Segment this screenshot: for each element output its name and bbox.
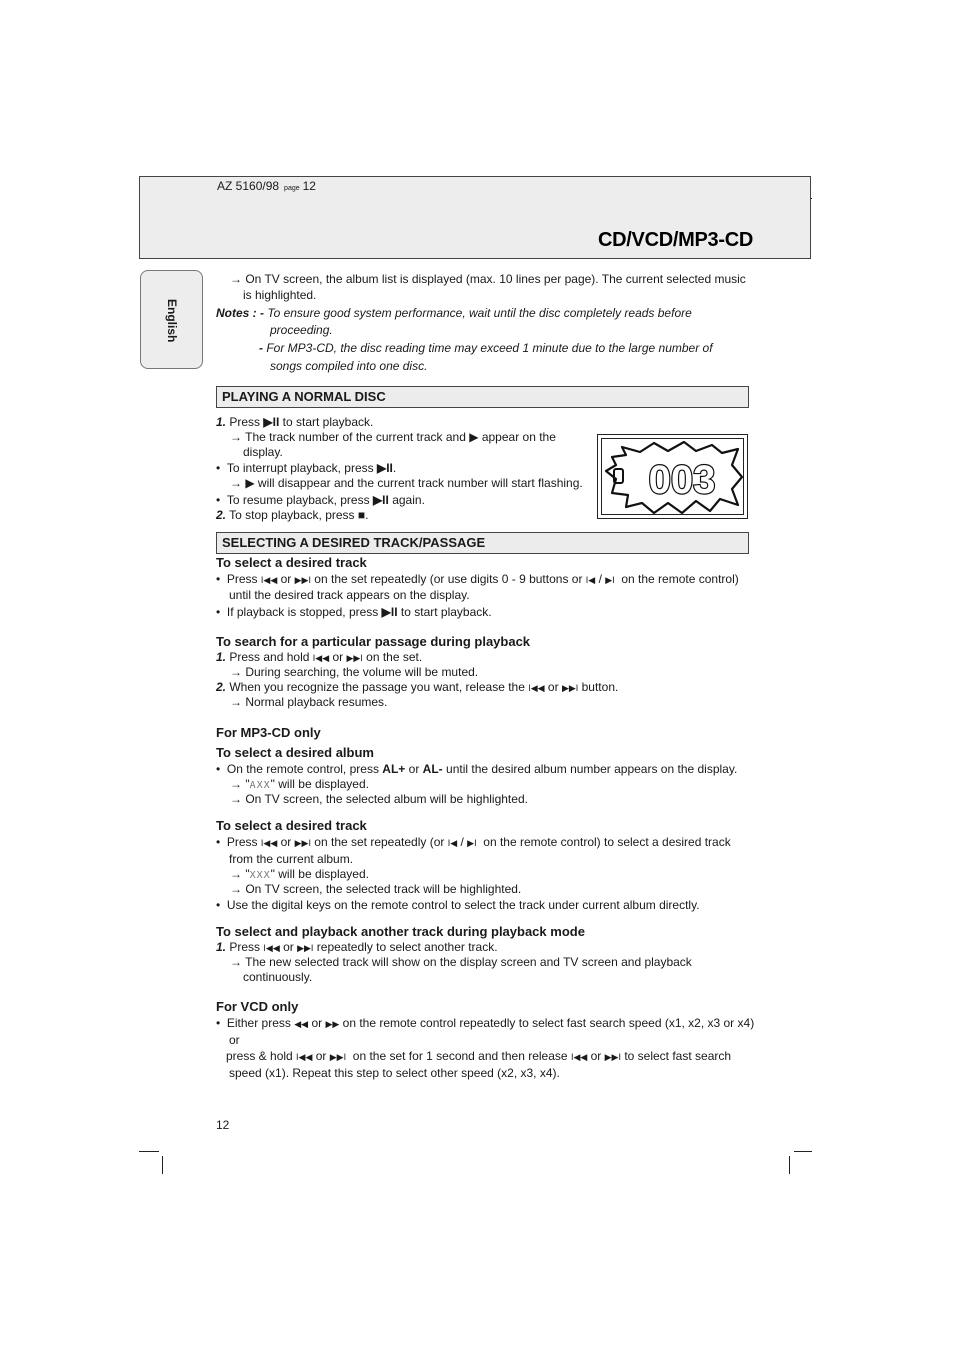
text: On TV screen, the selected album will be highlighted. — [245, 792, 528, 806]
bullet: • — [216, 835, 221, 849]
step-number: 1. — [216, 415, 227, 429]
vcd-bullet — [216, 1016, 754, 1032]
text: on the remote control repeatedly to select fast search speed (x1, x2, x3 or x4) — [342, 1016, 755, 1030]
text: " will be displayed. — [270, 867, 369, 881]
text: " — [245, 777, 250, 791]
text: on the set for 1 second and then release — [352, 1049, 568, 1063]
crop-mark-bl-h — [139, 1151, 159, 1152]
text: to select fast search — [624, 1049, 732, 1063]
step-number: 1. — [216, 650, 227, 664]
section-heading: PLAYING A NORMAL DISC — [222, 389, 386, 404]
prev-icon: I◀◀ — [296, 1052, 313, 1062]
text: on the remote control) — [621, 572, 739, 586]
arrow-icon: → — [230, 955, 242, 969]
bullet: • — [216, 572, 221, 586]
arrow-icon: → — [230, 867, 242, 881]
crop-mark-bl-v — [162, 1156, 163, 1174]
subheading-select-album: To select a desired album — [216, 745, 374, 760]
search-step-2 — [216, 680, 618, 696]
al-plus-key: AL+ — [382, 762, 406, 776]
arrow-icon: → — [230, 695, 242, 709]
note-2a: For MP3-CD, the disc reading time may exceed 1 minute due to the large number of — [266, 341, 713, 355]
intro-text-1: On TV screen, the album list is displayed (max. 10 lines per page). The current selected music — [245, 272, 746, 286]
text: Press — [229, 415, 261, 429]
text: until the desired album number appears on the display. — [446, 762, 738, 776]
next-icon: ▶▶I — [297, 943, 314, 953]
next-icon: ▶▶I — [561, 683, 579, 693]
select-album-result-1 — [230, 777, 369, 793]
text: Use the digital keys on the remote control to select the track under current album directly. — [226, 898, 700, 912]
prev-icon: I◀◀ — [528, 683, 545, 693]
skip-prev-icon: I◀ — [585, 575, 596, 585]
arrow-icon: → — [230, 882, 242, 896]
play-icon: ▶ — [469, 430, 479, 444]
text: To stop playback, press — [229, 508, 355, 522]
play-pause-icon: ▶II — [381, 605, 398, 619]
text: on the remote control) to select a desired track — [483, 835, 731, 849]
text: " — [245, 867, 250, 881]
notes-line-2 — [259, 341, 713, 356]
crop-mark-br-h — [794, 1151, 812, 1152]
text: on the set repeatedly (or — [314, 835, 445, 849]
segment-display-text: XXX — [249, 870, 271, 881]
search-step-1-result — [230, 665, 478, 680]
document-reference — [217, 179, 316, 193]
text: Press and hold — [229, 650, 310, 664]
stop-icon: ■ — [357, 508, 366, 522]
text: or — [590, 1049, 602, 1063]
subheading-playback-another: To select and playback another track during playback mode — [216, 924, 585, 939]
step-1-result — [230, 430, 556, 445]
language-label: English — [165, 299, 179, 343]
select-album-bullet — [216, 762, 737, 777]
select-track-bullet-1 — [216, 572, 739, 588]
section-title: CD/VCD/MP3-CD — [598, 229, 753, 251]
text: The track number of the current track and — [245, 430, 466, 444]
prev-icon: I◀◀ — [260, 575, 278, 585]
text: on the set repeatedly (or use digits 0 - 9 buttons or — [314, 572, 583, 586]
play-pause-icon: ▶II — [376, 461, 393, 475]
text: Normal playback resumes. — [245, 695, 388, 709]
text: or — [408, 762, 420, 776]
section-bar-playing — [216, 386, 749, 408]
step-number: 1. — [216, 940, 227, 954]
play-pause-icon: ▶II — [263, 415, 280, 429]
bullet: • — [216, 898, 221, 912]
vcd-hold-line — [226, 1049, 731, 1065]
text: again. — [392, 493, 425, 507]
rewind-icon: ◀◀ — [294, 1019, 309, 1029]
bullet-resume — [216, 493, 425, 508]
intro-line-2: is highlighted. — [243, 288, 317, 302]
bullet: • — [216, 1016, 221, 1030]
page-label: page — [284, 185, 300, 192]
bullet: • — [216, 762, 221, 776]
step-1-result-cont: display. — [243, 445, 283, 459]
skip-next-icon: ▶I — [467, 838, 477, 848]
mp3-track-result-1 — [230, 867, 369, 883]
text: During searching, the volume will be muted. — [245, 665, 479, 679]
bullet: • — [216, 605, 221, 619]
slash: / — [460, 835, 464, 849]
another-step-1 — [216, 940, 498, 956]
skip-prev-icon: I◀ — [447, 838, 458, 848]
text: repeatedly to select another track. — [316, 940, 498, 954]
next-icon: ▶▶I — [329, 1052, 347, 1062]
model-ref: AZ 5160/98 — [217, 179, 280, 193]
notes-line-1 — [216, 306, 692, 321]
text: or — [315, 1049, 327, 1063]
crop-mark-br-v — [789, 1156, 790, 1174]
search-step-1 — [216, 650, 422, 666]
arrow-icon: → — [230, 476, 242, 490]
notes-label: Notes : - — [216, 306, 264, 320]
text: or — [283, 940, 294, 954]
subheading-mp3-only: For MP3-CD only — [216, 725, 321, 740]
prev-icon: I◀◀ — [570, 1052, 588, 1062]
skip-next-icon: ▶I — [605, 575, 615, 585]
text: or — [280, 835, 292, 849]
text: or — [280, 572, 292, 586]
note-1b: proceeding. — [270, 323, 333, 337]
next-icon: ▶▶I — [294, 575, 311, 585]
text: to start playback. — [400, 605, 492, 619]
slash: / — [598, 572, 602, 586]
intro-line-1 — [230, 272, 746, 287]
text: On the remote control, press — [226, 762, 379, 776]
lcd-digits: 003 — [648, 458, 716, 502]
arrow-icon: → — [230, 777, 242, 791]
text: or — [547, 680, 559, 694]
note-1a: To ensure good system performance, wait until the disc completely reads before — [267, 306, 692, 320]
subheading-select-track-mp3: To select a desired track — [216, 818, 367, 833]
select-album-result-2 — [230, 792, 528, 807]
bullet: • — [216, 493, 221, 507]
subheading-search-passage: To search for a particular passage during playback — [216, 634, 531, 649]
text: or — [311, 1016, 323, 1030]
step-number: 2. — [216, 680, 227, 694]
arrow-icon: → — [230, 665, 242, 679]
note-2b: songs compiled into one disc. — [270, 359, 428, 373]
search-step-2-result — [230, 695, 387, 710]
text: press & hold — [226, 1049, 293, 1063]
text: to start playback. — [282, 415, 374, 429]
bullet-interrupt: • To interrupt playback, press ▶II. — [216, 461, 397, 475]
text: or — [332, 650, 344, 664]
text: To interrupt playback, press — [226, 461, 374, 475]
bullet: • — [216, 461, 221, 475]
another-step-1-result-cont: continuously. — [243, 970, 313, 984]
page-ref: 12 — [302, 179, 316, 193]
next-icon: ▶▶I — [604, 1052, 621, 1062]
play-icon: ▶ — [245, 476, 255, 490]
another-step-1-result — [230, 955, 692, 970]
bullet-interrupt-result — [230, 476, 583, 491]
mp3-track-bullet-1 — [216, 835, 731, 851]
prev-icon: I◀◀ — [260, 838, 278, 848]
text: The new selected track will show on the display screen and TV screen and playback — [245, 955, 692, 969]
page-number: 12 — [216, 1118, 230, 1132]
text: Press — [226, 835, 258, 849]
display-illustration — [597, 434, 748, 519]
step-2: 2. To stop playback, press ■. — [216, 508, 369, 522]
section-heading: SELECTING A DESIRED TRACK/PASSAGE — [222, 535, 486, 550]
section-bar-selecting — [216, 532, 749, 554]
mp3-track-bullet-1-cont: from the current album. — [229, 852, 354, 866]
subheading-vcd-only: For VCD only — [216, 999, 299, 1014]
prev-icon: I◀◀ — [263, 943, 280, 953]
select-track-bullet-2 — [216, 605, 492, 620]
arrow-icon: → — [230, 272, 242, 286]
vcd-hold-line-cont: speed (x1). Repeat this step to select other speed (x2, x3, x4). — [229, 1066, 560, 1080]
text: Press — [229, 940, 261, 954]
fast-forward-icon: ▶▶ — [325, 1019, 340, 1029]
vcd-or: or — [229, 1033, 240, 1047]
note-2-dash: - — [259, 341, 263, 355]
text: Press — [226, 572, 258, 586]
play-pause-icon: ▶II — [372, 493, 389, 507]
select-track-bullet-1-cont: until the desired track appears on the display. — [229, 588, 470, 602]
lcd-burst-graphic — [598, 435, 749, 520]
mp3-track-result-2 — [230, 882, 521, 897]
text: appear on the — [481, 430, 556, 444]
segment-display-text: AXX — [249, 780, 271, 791]
arrow-icon: → — [230, 792, 242, 806]
text: When you recognize the passage you want, release the — [229, 680, 525, 694]
text: will disappear and the current track number will start flashing. — [257, 476, 583, 490]
text: To resume playback, press — [226, 493, 370, 507]
text: button. — [581, 680, 619, 694]
arrow-icon: → — [230, 430, 242, 444]
language-tab — [140, 270, 203, 369]
text: If playback is stopped, press — [226, 605, 379, 619]
text: On TV screen, the selected track will be highlighted. — [245, 882, 522, 896]
al-minus-key: AL- — [422, 762, 443, 776]
prev-icon: I◀◀ — [312, 653, 330, 663]
next-icon: ▶▶I — [346, 653, 363, 663]
step-number: 2. — [216, 508, 227, 522]
text: on the set. — [366, 650, 423, 664]
subheading-select-track: To select a desired track — [216, 555, 367, 570]
step-1 — [216, 415, 373, 430]
text: " will be displayed. — [270, 777, 369, 791]
mp3-track-bullet-2 — [216, 898, 700, 913]
text: Either press — [226, 1016, 291, 1030]
next-icon: ▶▶I — [294, 838, 311, 848]
